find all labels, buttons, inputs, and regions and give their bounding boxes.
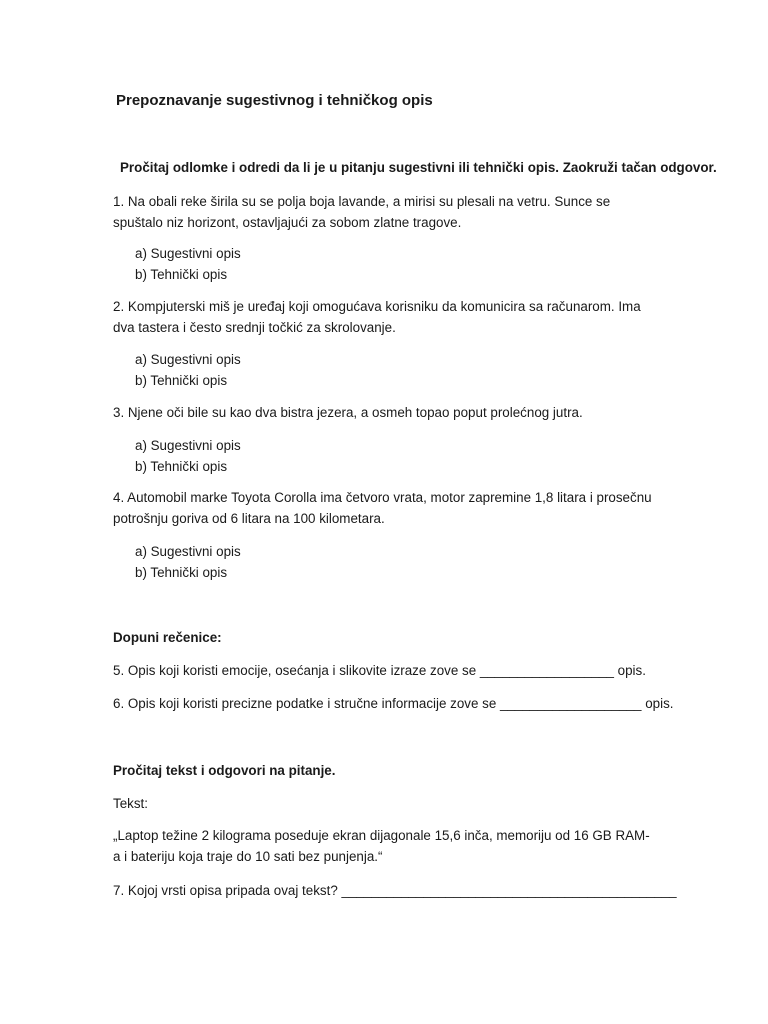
fill-heading: Dopuni rečenice:	[113, 630, 222, 645]
question-4-option-b[interactable]: b) Tehnički opis	[135, 564, 228, 580]
instruction-text: Pročitaj odlomke i odredi da li je u pitanju sugestivni ili tehnički opis. Zaokruži tačan odgovor.	[120, 160, 717, 175]
text-label: Tekst:	[113, 796, 148, 811]
question-4-options	[135, 542, 241, 583]
read-heading: Pročitaj tekst i odgovori na pitanje.	[113, 763, 336, 778]
question-1-option-a[interactable]: a) Sugestivni opis	[135, 246, 241, 261]
question-1-text: 1. Na obali reke širila su se polja boja lavande, a mirisi su plesali na vetru. Sunce se spuštalo niz horizont, ostavljajući za sobom zlatne tragove.	[113, 194, 611, 230]
question-7: 7. Kojoj vrsti opisa pripada ovaj tekst? _____________________________________________	[113, 883, 677, 898]
question-4-option-a[interactable]: a) Sugestivni opis	[135, 544, 241, 559]
question-1-options	[135, 244, 241, 285]
question-2-option-b[interactable]: b) Tehnički opis	[135, 372, 228, 388]
question-2-options	[135, 350, 241, 391]
page-title: Prepoznavanje sugestivnog i tehničkog opis	[116, 92, 433, 109]
fill-question-6: 6. Opis koji koristi precizne podatke i stručne informacije zove se ___________________ opis.	[113, 696, 674, 711]
question-4-text: 4. Automobil marke Toyota Corolla ima četvoro vrata, motor zapremine 1,8 litara i prosečnu potrošnju goriva od 6 litara na 100 kilometara.	[113, 490, 652, 526]
question-2-text: 2. Kompjuterski miš je uređaj koji omogućava korisniku da komunicira sa računarom. Ima dva tastera i često srednji točkić za skrolovanje.	[113, 299, 641, 335]
quote-text: „Laptop težine 2 kilograma poseduje ekran dijagonale 15,6 inča, memoriju od 16 GB RAM-a i bateriju koja traje do 10 sati bez punjenja.“	[113, 828, 650, 864]
question-3-options	[135, 436, 241, 477]
question-3-text: 3. Njene oči bile su kao dva bistra jezera, a osmeh topao poput prolećnog jutra.	[113, 405, 583, 420]
question-3-option-a[interactable]: a) Sugestivni opis	[135, 438, 241, 453]
question-2-option-a[interactable]: a) Sugestivni opis	[135, 352, 241, 367]
fill-question-5: 5. Opis koji koristi emocije, osećanja i slikovite izraze zove se __________________ opis.	[113, 663, 646, 678]
question-3-option-b[interactable]: b) Tehnički opis	[135, 458, 228, 474]
question-1-option-b[interactable]: b) Tehnički opis	[135, 266, 228, 282]
